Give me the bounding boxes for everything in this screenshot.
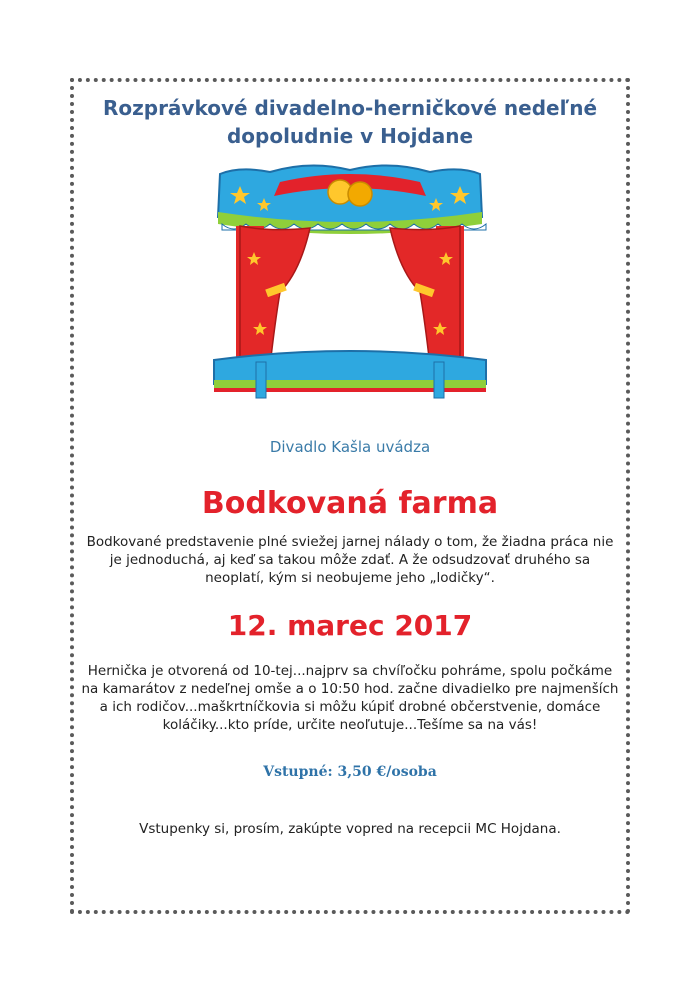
reservation-note: Vstupenky si, prosím, zakúpte vopred na recepcii MC Hojdana. (139, 821, 561, 837)
description-line: neoplatí, kým si neobujeme jeho „lodičky“. (205, 570, 495, 586)
info-line: a ich rodičov...maškrtníčkovia si môžu kúpiť drobné občerstvenie, domáce (99, 699, 601, 715)
info-line: na kamarátov z nedeľnej omše a o 10:50 hod. začne divadielko pre najmenších (81, 681, 619, 697)
flyer-content (80, 92, 620, 838)
event-date: 12. marec 2017 (227, 609, 473, 642)
description-line: je jednoduchá, aj keď sa takou môže zdať. A že odsudzovať druhého sa (109, 552, 591, 568)
description-line: Bodkované predstavenie plné sviežej jarnej nálady o tom, že žiadna práca nie (86, 534, 614, 550)
presenter-text: Divadlo Kašla uvádza (269, 438, 431, 456)
title-line-2: dopoludnie v Hojdane (226, 124, 474, 148)
admission-price: Vstupné: 3,50 €/osoba (263, 764, 437, 780)
info-line: koláčiky...kto príde, určite neoľutuje...Tešíme sa na vás! (162, 717, 538, 733)
title-line-1: Rozprávkové divadelno-herničkové nedeľné (102, 96, 598, 120)
show-description (80, 533, 620, 587)
puppet-theater-icon (200, 162, 500, 402)
event-info (80, 662, 620, 734)
info-line: Hernička je otvorená od 10-tej...najprv sa chvíľočku pohráme, spolu počkáme (87, 663, 613, 679)
page-title (80, 94, 620, 150)
show-title: Bodkovaná farma (201, 486, 499, 521)
